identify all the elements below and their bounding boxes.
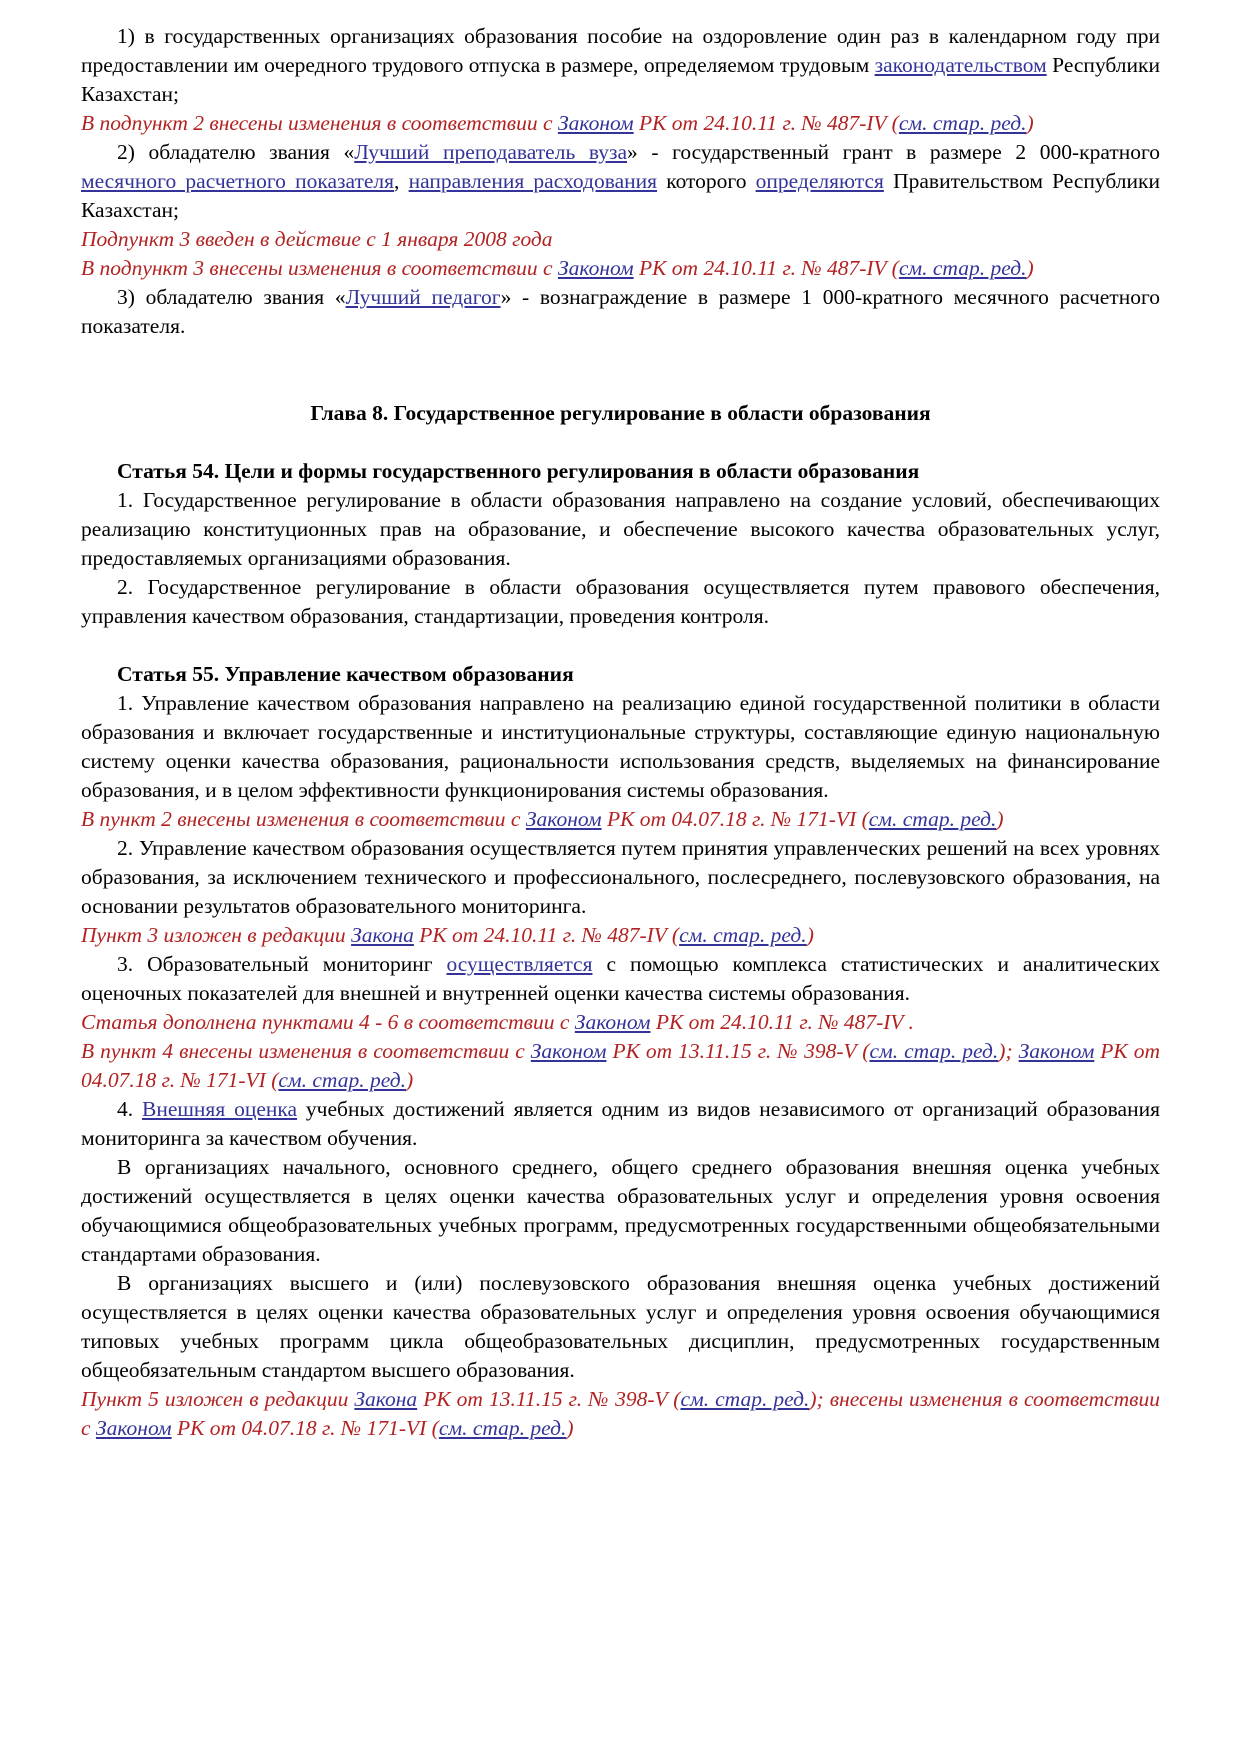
body-paragraph [81,950,1160,1008]
text-run: 1. Государственное регулирование в области образования направлено на создание условий, обеспечивающих реализацию конституционных прав на образование, и обеспечение высокого качества образовательных услуг, предоставляемых организациями образования. [81,488,1160,570]
inline-link[interactable]: Лучший преподаватель вуза [354,140,628,164]
chapter-heading [81,399,1160,428]
text-run: В подпункт 2 внесены изменения в соответствии с [81,111,558,135]
text-run: Пункт 3 изложен в редакции [81,923,352,947]
body-paragraph [81,486,1160,573]
text-run: РК от 24.10.11 г. № 487-IV ( [633,256,899,280]
text-run: ) [1026,111,1034,135]
inline-link[interactable]: см. стар. ред. [679,923,807,947]
body-paragraph [81,1153,1160,1269]
amendment-note [81,1037,1160,1095]
amendment-note [81,1008,1160,1037]
body-paragraph [81,1269,1160,1385]
amendment-note [81,225,1160,254]
inline-link[interactable]: Лучший педагог [345,285,501,309]
amendment-note [81,805,1160,834]
text-run: с помощью комплекса статистических и аналитических оценочных показателей для внешней и внутренней оценки качества системы образования. [81,952,1160,1005]
inline-link[interactable]: Внешняя оценка [141,1097,298,1121]
body-paragraph [81,689,1160,805]
inline-link[interactable]: законодательством [874,53,1047,77]
body-paragraph [81,1095,1160,1153]
inline-link[interactable]: осуществляется [446,952,593,976]
inline-link[interactable]: Законом [574,1010,651,1034]
inline-link[interactable]: Законом [525,807,602,831]
amendment-note [81,921,1160,950]
body-paragraph [81,138,1160,225]
inline-link[interactable]: Законом [557,111,634,135]
document-body [81,22,1160,1443]
text-run: Правительством Республики Казахстан; [81,169,1160,222]
inline-link[interactable]: Законом [95,1416,172,1440]
text-run: ) [405,1068,414,1092]
text-run: Глава 8. Государственное регулирование в области образования [310,401,931,425]
body-paragraph [81,834,1160,921]
inline-link[interactable]: Закона [354,1387,418,1411]
text-run: ) [1026,256,1034,280]
inline-link[interactable]: Закона [351,923,414,947]
text-run: В организациях начального, основного среднего, общего среднего образования внешняя оценка учебных достижений осуществляется в целях оценки качества образовательных услуг и определения уровня освоения обучающимися общеобразовательных учебных программ, предусмотренных государственными общеобязательными стандартами образования. [81,1155,1160,1266]
text-run: » - государственный грант в размере 2 000-кратного [627,140,1161,164]
text-run: 3) обладателю звания « [117,285,346,309]
text-run: РК от 04.07.18 г. № 171-VI ( [81,1039,1160,1092]
body-paragraph [81,283,1160,341]
inline-link[interactable]: см. стар. ред. [868,807,997,831]
text-run: 1. Управление качеством образования направлено на реализацию единой государственной политики в области образования и включает государственные и институциональные структуры, составляющие единую национальную систему оценки качества образования, рациональности использования средств, выделяемых на финансирование образования, и в целом эффективности функционирования системы образования. [81,691,1160,802]
text-run: Подпункт 3 введен в действие с 1 января 2008 года [81,227,553,251]
text-run: Пункт 5 изложен в редакции [81,1387,355,1411]
text-run: РК от 24.10.11 г. № 487-IV . [650,1010,914,1034]
article-heading [81,660,1160,689]
text-run: РК от 24.10.11 г. № 487-IV ( [413,923,680,947]
inline-link[interactable]: см. стар. ред. [898,256,1027,280]
body-paragraph [81,22,1160,109]
text-run: Статья дополнена пунктами 4 - 6 в соответствии с [81,1010,575,1034]
text-run: учебных достижений является одним из видов независимого от организаций образования мониторинга за качеством обучения. [81,1097,1160,1150]
text-run: В пункт 2 внесены изменения в соответствии с [81,807,526,831]
inline-link[interactable]: см. стар. ред. [869,1039,999,1063]
text-run: » - вознаграждение в размере 1 000-кратного месячного расчетного показателя. [81,285,1160,338]
text-run: ) [806,923,814,947]
inline-link[interactable]: см. стар. ред. [278,1068,406,1092]
text-run: ) [566,1416,574,1440]
text-run: 4. [117,1097,142,1121]
amendment-note [81,1385,1160,1443]
text-run: 3. Образовательный мониторинг [117,952,447,976]
inline-link[interactable]: направления расходования [408,169,658,193]
text-run: Республики Казахстан; [81,53,1160,106]
inline-link[interactable]: месячного расчетного показателя [81,169,395,193]
inline-link[interactable]: Законом [1018,1039,1095,1063]
text-run: РК от 04.07.18 г. № 171-VI ( [171,1416,439,1440]
text-run: Статья 54. Цели и формы государственного регулирования в области образования [117,459,920,483]
text-run: , [394,169,409,193]
inline-link[interactable]: см. стар. ред. [438,1416,567,1440]
text-run: которого [657,169,756,193]
text-run: В организациях высшего и (или) послевузовского образования внешняя оценка учебных достижений осуществляется в целях оценки качества образовательных услуг и определения уровня освоения обучающимися типовых учебных программ цикла общеобразовательных дисциплин, предусмотренных государственным общеобязательным стандартом высшего образования. [81,1271,1160,1382]
text-run: Статья 55. Управление качеством образования [117,662,574,686]
text-run: РК от 04.07.18 г. № 171-VI ( [601,807,869,831]
text-run: В пункт 4 внесены изменения в соответствии с [81,1039,531,1063]
inline-link[interactable]: см. стар. ред. [898,111,1027,135]
inline-link[interactable]: определяются [755,169,884,193]
inline-link[interactable]: Законом [530,1039,607,1063]
inline-link[interactable]: Законом [557,256,634,280]
amendment-note [81,254,1160,283]
text-run: 2. Управление качеством образования осуществляется путем принятия управленческих решений на всех уровнях образования, за исключением технического и профессионального, послесреднего, послевузовского образования, на основании результатов образовательного мониторинга. [81,836,1160,918]
text-run: В подпункт 3 внесены изменения в соответствии с [81,256,558,280]
text-run: 2. Государственное регулирование в области образования осуществляется путем правового обеспечения, управления качеством образования, стандартизации, проведения контроля. [81,575,1160,628]
text-run: 1) в государственных организациях образования пособие на оздоровление один раз в календарном году при предоставлении им очередного трудового отпуска в размере, определяемом трудовым [81,24,1160,77]
body-paragraph [81,573,1160,631]
amendment-note [81,109,1160,138]
text-run: 2) обладателю звания « [117,140,355,164]
inline-link[interactable]: см. стар. ред. [680,1387,810,1411]
text-run: РК от 13.11.15 г. № 398-V ( [606,1039,870,1063]
text-run: ); внесены изменения в соответствии с [81,1387,1160,1440]
article-heading [81,457,1160,486]
text-run: ) [996,807,1004,831]
text-run: РК от 13.11.15 г. № 398-V ( [417,1387,681,1411]
text-run: РК от 24.10.11 г. № 487-IV ( [633,111,899,135]
text-run: ); [998,1039,1019,1063]
